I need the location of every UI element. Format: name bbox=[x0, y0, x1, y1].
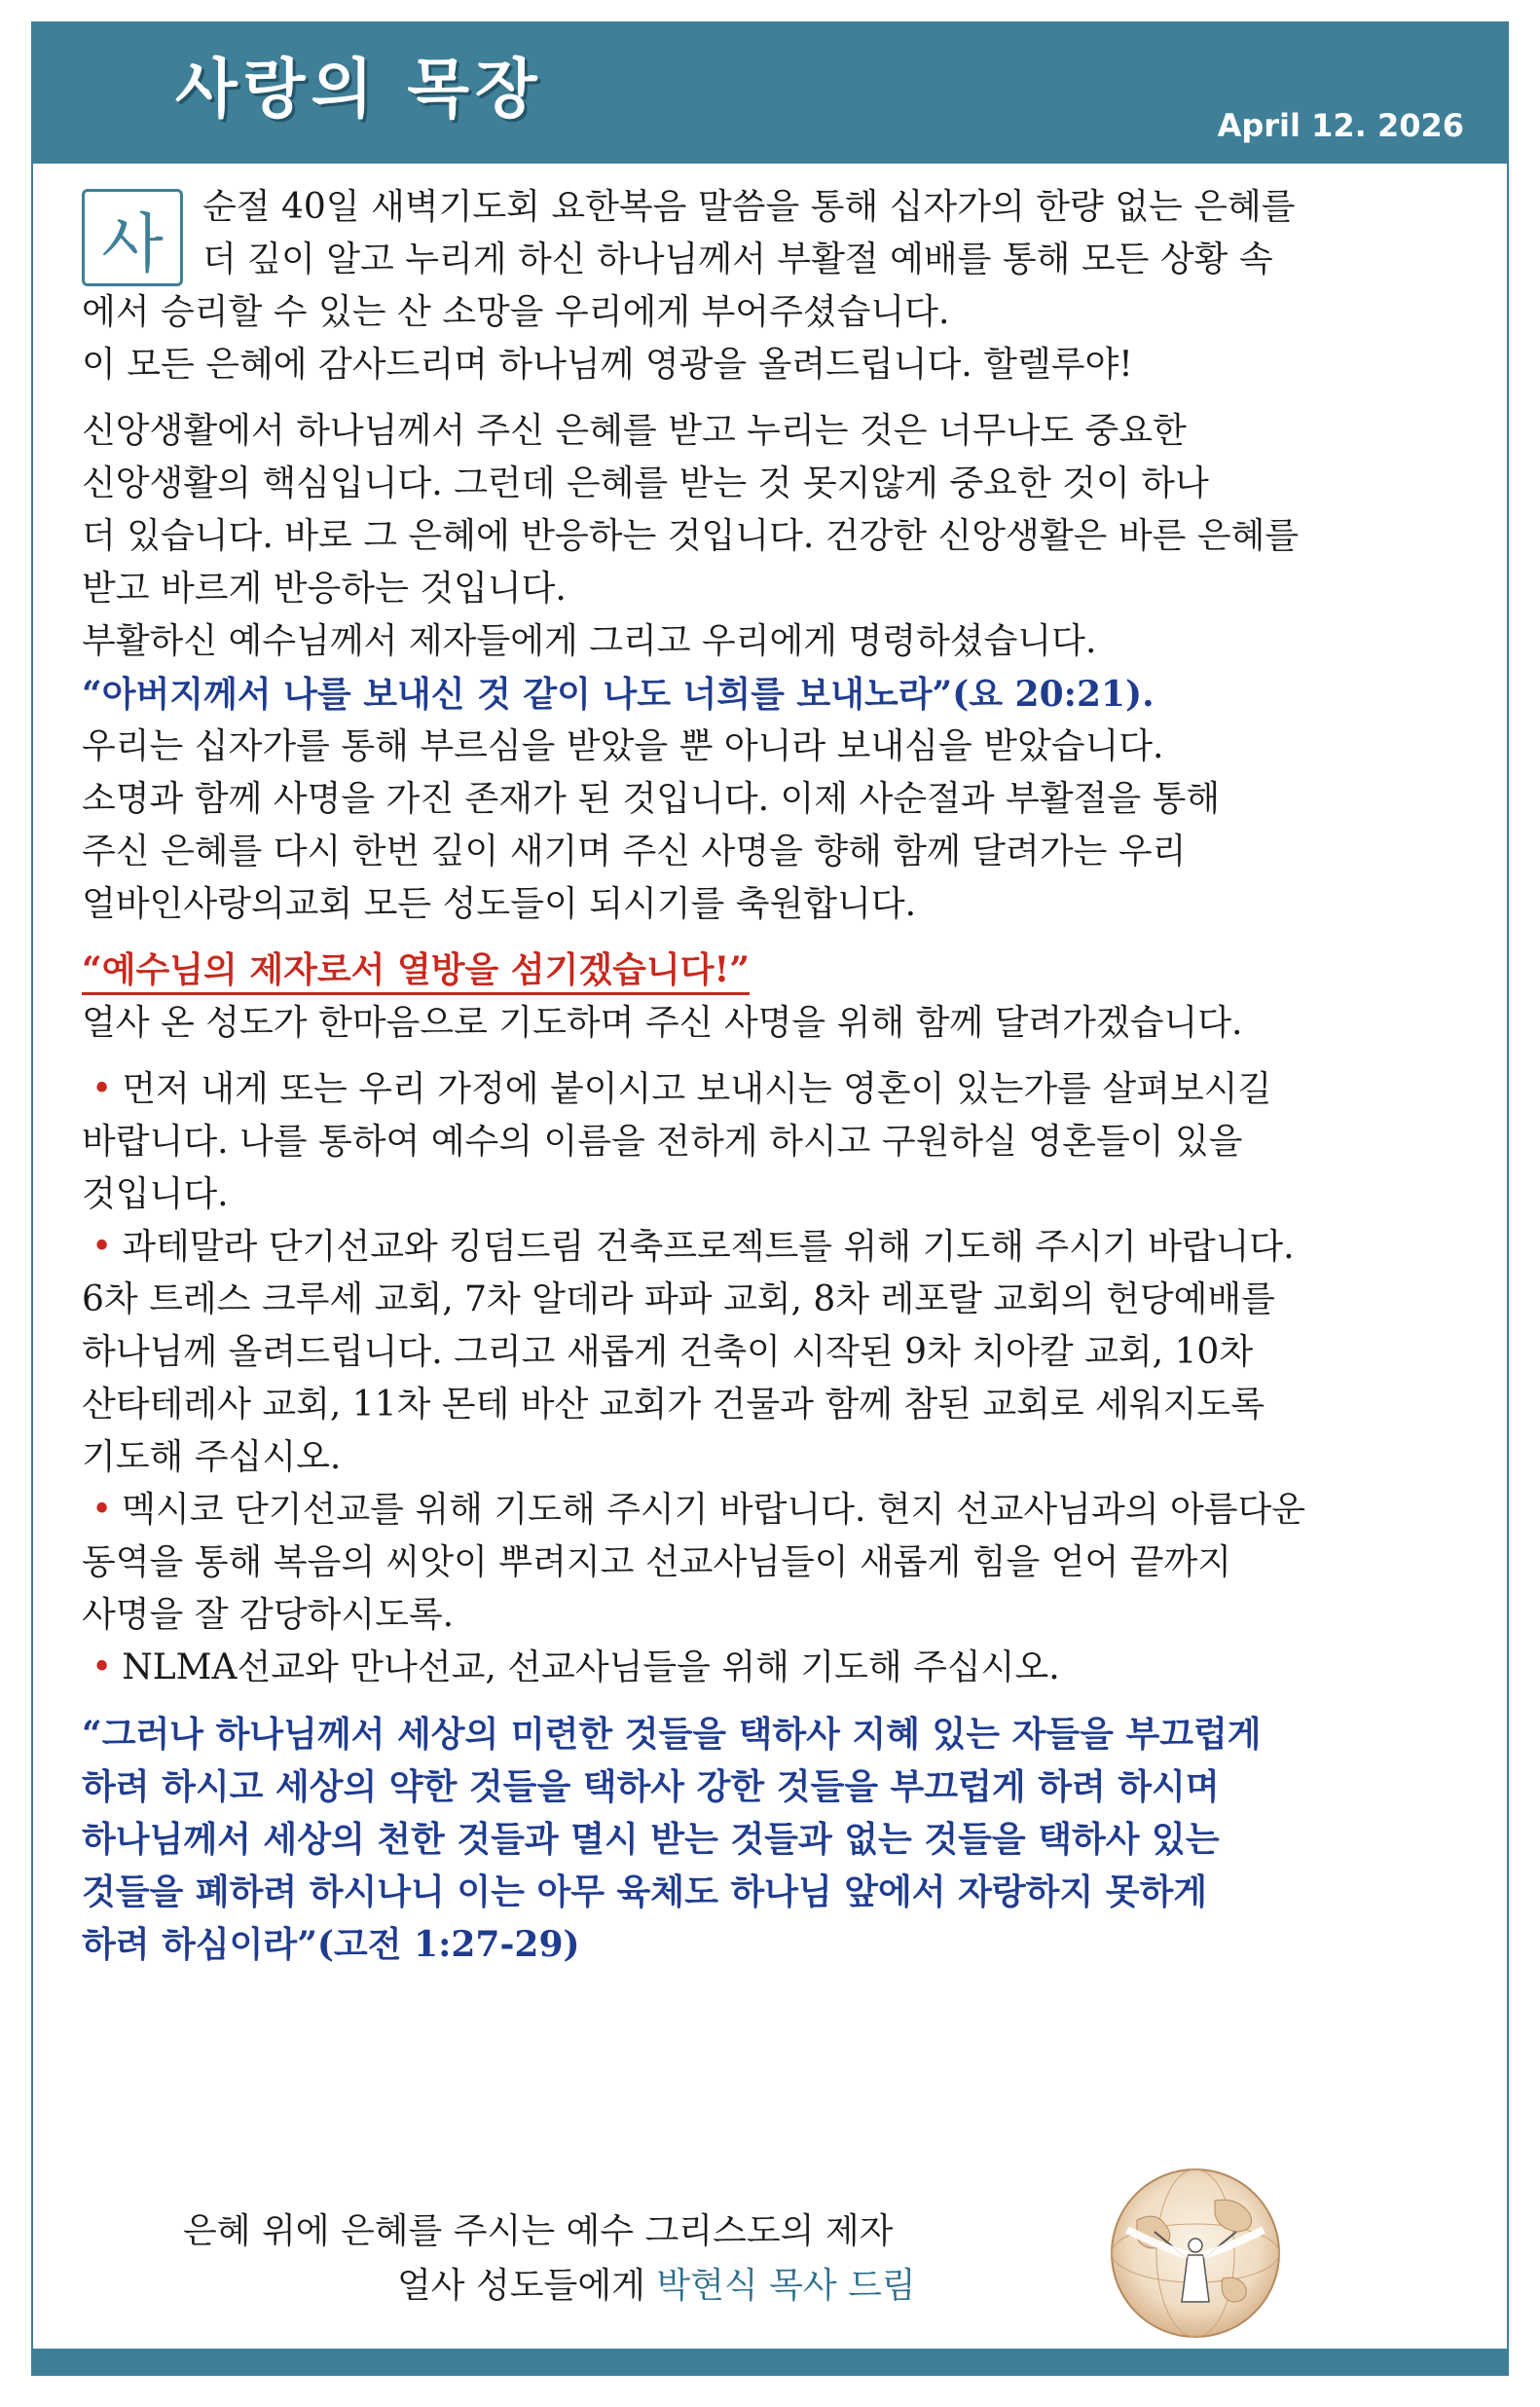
verse-line: 하려 하시고 세상의 약한 것들을 택하사 강한 것들을 부끄럽게 하려 하시며 bbox=[82, 1766, 1220, 1807]
text-line: 소명과 함께 사명을 가진 존재가 된 것입니다. 이제 사순절과 부활절을 통해 bbox=[82, 779, 1221, 819]
issue-date: April 12. 2026 bbox=[1217, 107, 1464, 144]
dropcap: 사 bbox=[82, 189, 183, 286]
bullet-icon: • bbox=[92, 1490, 113, 1530]
verse-john: “아버지께서 나를 보내신 것 같이 나도 너희를 보내노라”(요 20:21). bbox=[82, 674, 1155, 715]
signature-line: 얼사 성도들에게 박현식 목사 드림 bbox=[397, 2266, 916, 2306]
prayer-item-line: 바랍니다. 나를 통하여 예수의 이름을 전하게 하시고 구원하실 영혼들이 있을 bbox=[82, 1122, 1243, 1162]
prayer-item-line: 기도해 주십시오. bbox=[82, 1437, 342, 1477]
prayer-list bbox=[82, 1063, 1464, 1694]
signature-line: 은혜 위에 은혜를 주시는 예수 그리스도의 제자 bbox=[183, 2211, 894, 2251]
text-line: 신앙생활에서 하나님께서 주신 은혜를 받고 누리는 것은 너무나도 중요한 bbox=[82, 411, 1187, 451]
prayer-item-first-line: • 멕시코 단기선교를 위해 기도해 주시기 바랍니다. 현지 선교사님과의 아름다운 bbox=[82, 1484, 1464, 1537]
paragraph-calling bbox=[82, 721, 1464, 931]
text-line: 얼바인사랑의교회 모든 성도들이 되시기를 축원합니다. bbox=[82, 884, 917, 924]
text-line: 주신 은혜를 다시 한번 깊이 새기며 주신 사명을 향해 함께 달려가는 우리 bbox=[82, 832, 1187, 871]
prayer-item-line: 6차 트레스 크루세 교회, 7차 알데라 파파 교회, 8차 레포랄 교회의 헌당예배를 bbox=[82, 1279, 1275, 1319]
intro-line: 에서 승리할 수 있는 산 소망을 우리에게 부어주셨습니다. bbox=[82, 292, 950, 332]
prayer-item-first-line: • NLMA선교와 만나선교, 선교사님들을 위해 기도해 주십시오. bbox=[82, 1642, 1464, 1694]
verse-line: “그러나 하나님께서 세상의 미련한 것들을 택하사 지혜 있는 자들을 부끄럽게 bbox=[82, 1714, 1262, 1755]
text-line: 부활하신 예수님께서 제자들에게 그리고 우리에게 명령하셨습니다. bbox=[82, 621, 1097, 661]
slogan: “예수님의 제자로서 열방을 섬기겠습니다!” bbox=[82, 947, 750, 995]
page-title: 사랑의 목장 bbox=[175, 52, 543, 127]
text-line: 받고 바르게 반응하는 것입니다. bbox=[82, 569, 567, 609]
text-line: 우리는 십자가를 통해 부르심을 받았을 뿐 아니라 보내심을 받았습니다. bbox=[82, 726, 1164, 766]
verse-line: 것들을 폐하려 하시나니 이는 아무 육체도 하나님 앞에서 자랑하지 못하게 bbox=[82, 1871, 1208, 1912]
bullet-icon: • bbox=[92, 1648, 113, 1687]
prayer-item-line: 동역을 통해 복음의 씨앗이 뿌려지고 선교사님들이 새롭게 힘을 얻어 끝까지 bbox=[82, 1542, 1232, 1582]
slogan-follow: 얼사 온 성도가 한마음으로 기도하며 주신 사명을 위해 함께 달려가겠습니다. bbox=[82, 1003, 1243, 1043]
prayer-item-line: 사명을 잘 감당하시도록. bbox=[82, 1595, 455, 1635]
paragraph-grace bbox=[82, 405, 1464, 668]
bullet-icon: • bbox=[92, 1069, 113, 1109]
globe-with-figure-icon bbox=[1098, 2162, 1293, 2345]
verse-corinthians bbox=[82, 1708, 1464, 1971]
letter-body bbox=[82, 181, 1464, 1971]
prayer-item-first-line: • 먼저 내게 또는 우리 가정에 붙이시고 보내시는 영혼이 있는가를 살펴보시길 bbox=[82, 1063, 1464, 1116]
prayer-item-line: 산타테레사 교회, 11차 몬테 바산 교회가 건물과 함께 참된 교회로 세워지도록 bbox=[82, 1385, 1265, 1425]
intro-paragraph bbox=[82, 181, 1464, 391]
prayer-item-line: 하나님께 올려드립니다. 그리고 새롭게 건축이 시작된 9차 치아칼 교회, 10차 bbox=[82, 1332, 1254, 1372]
verse-line: 하나님께서 세상의 천한 것들과 멸시 받는 것들과 없는 것들을 택하사 있는 bbox=[82, 1819, 1220, 1860]
verse-line: 하려 하심이라”(고전 1:27-29) bbox=[82, 1924, 580, 1965]
pastor-name: 박현식 목사 드림 bbox=[656, 2266, 916, 2306]
intro-line: 더 깊이 알고 누리게 하신 하나님께서 부활절 예배를 통해 모든 상황 속 bbox=[202, 240, 1273, 279]
intro-line: 이 모든 은혜에 감사드리며 하나님께 영광을 올려드립니다. 할렐루야! bbox=[82, 345, 1133, 385]
slogan-line bbox=[82, 944, 1464, 997]
text-line: 더 있습니다. 바로 그 은혜에 반응하는 것입니다. 건강한 신앙생활은 바른 은혜를 bbox=[82, 516, 1300, 556]
prayer-item-first-line: • 과테말라 단기선교와 킹덤드림 건축프로젝트를 위해 기도해 주시기 바랍니다. bbox=[82, 1221, 1464, 1274]
footer-bar bbox=[31, 2349, 1509, 2376]
intro-line: 순절 40일 새벽기도회 요한복음 말씀을 통해 십자가의 한량 없는 은혜를 bbox=[202, 187, 1296, 227]
bullet-icon: • bbox=[92, 1227, 113, 1267]
signature-block bbox=[82, 2204, 1153, 2314]
text-line: 신앙생활의 핵심입니다. 그런데 은혜를 받는 것 못지않게 중요한 것이 하나 bbox=[82, 463, 1209, 503]
prayer-item-line: 것입니다. bbox=[82, 1174, 229, 1214]
